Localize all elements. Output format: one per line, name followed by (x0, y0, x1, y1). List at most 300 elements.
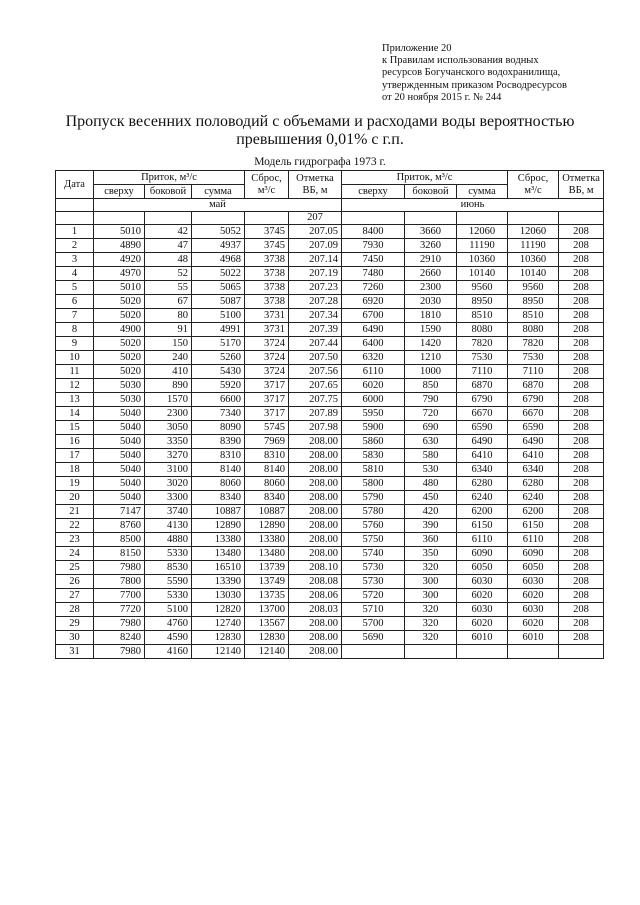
cell-sum-may: 8310 (192, 449, 245, 463)
cell-discharge-june: 6280 (508, 477, 559, 491)
table-row (56, 631, 604, 645)
cell-top-june: 5800 (342, 477, 405, 491)
cell-discharge-june: 6200 (508, 505, 559, 519)
cell-level-may: 207.39 (289, 323, 342, 337)
cell-discharge-may: 12140 (245, 645, 289, 659)
cell-side-may: 52 (145, 267, 192, 281)
cell-sum-may: 7340 (192, 407, 245, 421)
cell-sum-may: 13030 (192, 589, 245, 603)
cell-side-june: 420 (405, 505, 457, 519)
cell-top-june: 7260 (342, 281, 405, 295)
cell-day: 29 (56, 617, 94, 631)
cell-side-may: 80 (145, 309, 192, 323)
header-inflow-june: Приток, м³/с (342, 171, 508, 185)
cell-sum-may: 5430 (192, 365, 245, 379)
cell-top-june: 7480 (342, 267, 405, 281)
cell-level-may: 207.56 (289, 365, 342, 379)
cell-side-may: 3740 (145, 505, 192, 519)
cell-level-june: 208 (559, 603, 604, 617)
cell-side-june: 3660 (405, 225, 457, 239)
header-discharge-may: Сброс, м³/с (245, 171, 289, 199)
cell-top-june: 5760 (342, 519, 405, 533)
table-row (56, 253, 604, 267)
cell-top-june: 8400 (342, 225, 405, 239)
cell-sum-june: 6020 (457, 617, 508, 631)
cell-side-may: 890 (145, 379, 192, 393)
cell-sum-june: 8080 (457, 323, 508, 337)
cell-discharge-may: 3724 (245, 337, 289, 351)
table-row (56, 491, 604, 505)
cell-top-may: 4920 (94, 253, 145, 267)
cell-level-may: 208.00 (289, 533, 342, 547)
header-sum-june: сумма (457, 185, 508, 199)
cell-sum-may: 8090 (192, 421, 245, 435)
table-row (56, 281, 604, 295)
table-row (56, 505, 604, 519)
cell-discharge-june: 7820 (508, 337, 559, 351)
cell-top-june: 6700 (342, 309, 405, 323)
cell-top-june: 6320 (342, 351, 405, 365)
cell-top-may: 5020 (94, 309, 145, 323)
cell-sum-may: 12820 (192, 603, 245, 617)
cell-side-may: 48 (145, 253, 192, 267)
cell-level-june: 208 (559, 477, 604, 491)
cell-sum-may: 5170 (192, 337, 245, 351)
cell-side-june: 450 (405, 491, 457, 505)
cell-top-may: 5040 (94, 435, 145, 449)
cell-day: 31 (56, 645, 94, 659)
cell-top-june: 6400 (342, 337, 405, 351)
cell-top-june: 5950 (342, 407, 405, 421)
table-row (56, 547, 604, 561)
cell-level-may: 207.65 (289, 379, 342, 393)
cell-sum-may: 13390 (192, 575, 245, 589)
cell-discharge-may: 8340 (245, 491, 289, 505)
cell-level-may: 207.75 (289, 393, 342, 407)
cell-day: 16 (56, 435, 94, 449)
cell-sum-june: 10360 (457, 253, 508, 267)
cell-sum-may: 5920 (192, 379, 245, 393)
cell-top-june: 5700 (342, 617, 405, 631)
table-row (56, 575, 604, 589)
cell-discharge-june: 10360 (508, 253, 559, 267)
cell-side-june: 360 (405, 533, 457, 547)
cell-level-may: 208.00 (289, 505, 342, 519)
table-row (56, 561, 604, 575)
cell-sum-june: 6010 (457, 631, 508, 645)
cell-side-june: 320 (405, 561, 457, 575)
cell-level-may: 208.00 (289, 435, 342, 449)
cell-sum-june: 7530 (457, 351, 508, 365)
cell-sum-may: 13380 (192, 533, 245, 547)
cell-discharge-may: 13749 (245, 575, 289, 589)
cell-side-june: 2660 (405, 267, 457, 281)
cell-top-june: 5730 (342, 561, 405, 575)
cell-level-june: 208 (559, 379, 604, 393)
header-sum-may: сумма (192, 185, 245, 199)
cell-discharge-may: 3724 (245, 351, 289, 365)
cell-level-june: 208 (559, 519, 604, 533)
cell-discharge-may: 3731 (245, 323, 289, 337)
cell-level-june: 208 (559, 253, 604, 267)
cell-sum-may: 5087 (192, 295, 245, 309)
cell-discharge-may: 13739 (245, 561, 289, 575)
table-row (56, 603, 604, 617)
cell-level-may: 208.00 (289, 463, 342, 477)
appendix-line: от 20 ноября 2015 г. № 244 (382, 91, 502, 103)
cell-top-june: 5900 (342, 421, 405, 435)
cell-sum-may: 8140 (192, 463, 245, 477)
cell-day: 1 (56, 225, 94, 239)
cell-side-may: 4130 (145, 519, 192, 533)
cell-level-may: 208.06 (289, 589, 342, 603)
cell-day: 27 (56, 589, 94, 603)
cell-side-june: 1420 (405, 337, 457, 351)
header-side-may: боковой (145, 185, 192, 199)
cell-side-may: 3350 (145, 435, 192, 449)
cell-top-may: 5010 (94, 225, 145, 239)
cell-discharge-june: 6670 (508, 407, 559, 421)
cell-sum-may: 12890 (192, 519, 245, 533)
cell-discharge-june: 6030 (508, 603, 559, 617)
cell-level-june: 208 (559, 491, 604, 505)
cell-discharge-june: 6010 (508, 631, 559, 645)
cell-top-may: 8500 (94, 533, 145, 547)
cell-side-may: 5330 (145, 589, 192, 603)
table-row (56, 379, 604, 393)
cell-side-june: 850 (405, 379, 457, 393)
cell-discharge-june: 6110 (508, 533, 559, 547)
cell-top-may: 5020 (94, 295, 145, 309)
cell-side-june: 350 (405, 547, 457, 561)
cell-top-may: 8150 (94, 547, 145, 561)
cell-side-may: 2300 (145, 407, 192, 421)
cell-top-june: 6920 (342, 295, 405, 309)
cell-level-june: 208 (559, 365, 604, 379)
cell-discharge-june: 6150 (508, 519, 559, 533)
cell-discharge-june: 9560 (508, 281, 559, 295)
cell-side-june: 2910 (405, 253, 457, 267)
title-line-1: Пропуск весенних половодий с объемами и расходами воды вероятностью (65, 113, 575, 130)
cell-side-may: 42 (145, 225, 192, 239)
cell-sum-june: 6090 (457, 547, 508, 561)
cell-discharge-may: 13735 (245, 589, 289, 603)
cell-sum-may: 5260 (192, 351, 245, 365)
cell-day: 26 (56, 575, 94, 589)
cell-sum-june: 7110 (457, 365, 508, 379)
cell-level-june: 208 (559, 533, 604, 547)
cell-level-may: 208.00 (289, 645, 342, 659)
cell-top-june: 5750 (342, 533, 405, 547)
cell-sum-may: 4991 (192, 323, 245, 337)
cell-level-may: 207.28 (289, 295, 342, 309)
cell-top-may: 7980 (94, 561, 145, 575)
cell-level-may: 208.00 (289, 547, 342, 561)
cell-level-may: 208.08 (289, 575, 342, 589)
cell-sum-june: 6200 (457, 505, 508, 519)
cell-side-may: 3300 (145, 491, 192, 505)
header-side-june: боковой (405, 185, 457, 199)
cell-level-may: 207.44 (289, 337, 342, 351)
cell-discharge-may: 10887 (245, 505, 289, 519)
cell-sum-june: 6870 (457, 379, 508, 393)
cell-sum-june: 6280 (457, 477, 508, 491)
cell-side-june: 3260 (405, 239, 457, 253)
cell-sum-may: 13480 (192, 547, 245, 561)
cell-day: 12 (56, 379, 94, 393)
cell-top-june: 5720 (342, 589, 405, 603)
cell-day: 11 (56, 365, 94, 379)
cell-level-may: 208.00 (289, 491, 342, 505)
header-level-may: Отметка ВБ, м (289, 171, 342, 199)
cell-level-may: 207.34 (289, 309, 342, 323)
cell-side-may: 410 (145, 365, 192, 379)
cell-side-june: 320 (405, 631, 457, 645)
table-row (56, 477, 604, 491)
cell-day: 3 (56, 253, 94, 267)
cell-top-june: 6000 (342, 393, 405, 407)
cell-top-may: 5020 (94, 351, 145, 365)
cell-day: 15 (56, 421, 94, 435)
model-caption: Модель гидрографа 1973 г. (254, 156, 386, 168)
cell-side-june: 720 (405, 407, 457, 421)
cell-discharge-june: 6490 (508, 435, 559, 449)
cell-side-may: 3050 (145, 421, 192, 435)
cell-discharge-june: 6340 (508, 463, 559, 477)
cell-day: 21 (56, 505, 94, 519)
cell-level-june: 208 (559, 309, 604, 323)
cell-level-may: 207.19 (289, 267, 342, 281)
cell-side-june: 2030 (405, 295, 457, 309)
cell-side-june: 630 (405, 435, 457, 449)
cell-top-june: 5740 (342, 547, 405, 561)
cell-side-june: 690 (405, 421, 457, 435)
table-row (56, 435, 604, 449)
cell-discharge-may: 3738 (245, 281, 289, 295)
cell-day: 19 (56, 477, 94, 491)
cell-top-may: 5010 (94, 281, 145, 295)
table-row (56, 295, 604, 309)
cell-level-june: 208 (559, 407, 604, 421)
cell-sum-june: 6050 (457, 561, 508, 575)
cell-top-may: 5040 (94, 407, 145, 421)
cell-level-june: 208 (559, 295, 604, 309)
cell-side-may: 3270 (145, 449, 192, 463)
cell-sum-june: 6020 (457, 589, 508, 603)
cell-sum-june: 6790 (457, 393, 508, 407)
cell-discharge-may: 5745 (245, 421, 289, 435)
cell-discharge-june: 6590 (508, 421, 559, 435)
table-row (56, 267, 604, 281)
cell-sum-june: 6670 (457, 407, 508, 421)
cell-discharge-may: 3738 (245, 253, 289, 267)
table-row (56, 309, 604, 323)
cell-top-may: 5030 (94, 393, 145, 407)
cell-sum-june (457, 645, 508, 659)
cell-level-june: 208 (559, 351, 604, 365)
cell-level-june: 208 (559, 323, 604, 337)
cell-side-june: 580 (405, 449, 457, 463)
cell-level-may: 208.00 (289, 617, 342, 631)
cell-top-june: 7930 (342, 239, 405, 253)
cell-level-june: 208 (559, 267, 604, 281)
cell-top-may: 7147 (94, 505, 145, 519)
cell-sum-may: 4968 (192, 253, 245, 267)
cell-day: 9 (56, 337, 94, 351)
cell-level-may: 207.14 (289, 253, 342, 267)
cell-day: 2 (56, 239, 94, 253)
cell-level-june: 208 (559, 281, 604, 295)
cell-top-may: 4900 (94, 323, 145, 337)
cell-level-june: 208 (559, 575, 604, 589)
cell-day: 13 (56, 393, 94, 407)
cell-side-june (405, 645, 457, 659)
cell-side-may: 4590 (145, 631, 192, 645)
table-row (56, 323, 604, 337)
cell-top-may: 8240 (94, 631, 145, 645)
month-june: июнь (342, 199, 604, 212)
cell-sum-june: 12060 (457, 225, 508, 239)
table-row (56, 407, 604, 421)
cell-sum-june: 6340 (457, 463, 508, 477)
cell-top-may: 5040 (94, 421, 145, 435)
cell-level-may: 207.23 (289, 281, 342, 295)
cell-top-may: 7980 (94, 645, 145, 659)
cell-sum-june: 6110 (457, 533, 508, 547)
cell-top-may: 5040 (94, 463, 145, 477)
cell-discharge-may: 13700 (245, 603, 289, 617)
cell-sum-may: 4937 (192, 239, 245, 253)
cell-side-may: 4760 (145, 617, 192, 631)
cell-discharge-june: 12060 (508, 225, 559, 239)
cell-discharge-june: 8510 (508, 309, 559, 323)
cell-top-may: 8760 (94, 519, 145, 533)
cell-top-may: 7720 (94, 603, 145, 617)
cell-discharge-june: 6240 (508, 491, 559, 505)
cell-level-june: 208 (559, 337, 604, 351)
cell-side-may: 5330 (145, 547, 192, 561)
cell-top-may: 5040 (94, 477, 145, 491)
cell-sum-june: 7820 (457, 337, 508, 351)
cell-sum-june: 6240 (457, 491, 508, 505)
cell-level-may: 207.09 (289, 239, 342, 253)
appendix-block (382, 43, 567, 104)
cell-top-may: 5020 (94, 337, 145, 351)
cell-discharge-june: 6090 (508, 547, 559, 561)
appendix-line: утвержденным приказом Росводресурсов (382, 79, 567, 91)
cell-side-june: 300 (405, 589, 457, 603)
cell-day: 6 (56, 295, 94, 309)
cell-discharge-may: 3738 (245, 267, 289, 281)
cell-side-june: 320 (405, 603, 457, 617)
cell-level-may: 208.00 (289, 477, 342, 491)
cell-side-may: 4160 (145, 645, 192, 659)
cell-side-june: 300 (405, 575, 457, 589)
cell-discharge-june (508, 645, 559, 659)
table-row (56, 463, 604, 477)
cell-discharge-june: 6870 (508, 379, 559, 393)
cell-top-june: 6110 (342, 365, 405, 379)
cell-side-june: 2300 (405, 281, 457, 295)
header-inflow-may: Приток, м³/с (94, 171, 245, 185)
cell-sum-may: 12830 (192, 631, 245, 645)
cell-discharge-june: 6410 (508, 449, 559, 463)
cell-side-june: 790 (405, 393, 457, 407)
cell-top-may: 5020 (94, 365, 145, 379)
cell-level-june: 208 (559, 449, 604, 463)
cell-sum-june: 8950 (457, 295, 508, 309)
table-row (56, 421, 604, 435)
cell-top-june: 5860 (342, 435, 405, 449)
cell-top-may: 4890 (94, 239, 145, 253)
cell-level-may: 207.50 (289, 351, 342, 365)
cell-top-june: 5780 (342, 505, 405, 519)
cell-discharge-may: 3717 (245, 407, 289, 421)
month-may: май (94, 199, 342, 212)
cell-side-june: 530 (405, 463, 457, 477)
cell-level-june: 208 (559, 505, 604, 519)
cell-top-may: 7700 (94, 589, 145, 603)
document-title (60, 113, 580, 149)
table-row (56, 393, 604, 407)
cell-level-may: 207.89 (289, 407, 342, 421)
header-top-june: сверху (342, 185, 405, 199)
table-row (56, 239, 604, 253)
cell-level-june: 208 (559, 631, 604, 645)
cell-side-may: 5100 (145, 603, 192, 617)
cell-top-may: 7800 (94, 575, 145, 589)
cell-level-june (559, 645, 604, 659)
cell-side-may: 55 (145, 281, 192, 295)
table-row (56, 449, 604, 463)
cell-day: 25 (56, 561, 94, 575)
cell-side-june: 1810 (405, 309, 457, 323)
start-level: 207 (289, 212, 342, 225)
cell-sum-june: 6410 (457, 449, 508, 463)
cell-top-june: 5830 (342, 449, 405, 463)
cell-day: 10 (56, 351, 94, 365)
cell-top-june: 5690 (342, 631, 405, 645)
cell-day: 17 (56, 449, 94, 463)
cell-top-june: 5730 (342, 575, 405, 589)
cell-day: 28 (56, 603, 94, 617)
cell-side-may: 240 (145, 351, 192, 365)
cell-sum-june: 10140 (457, 267, 508, 281)
cell-day: 23 (56, 533, 94, 547)
cell-discharge-june: 6030 (508, 575, 559, 589)
cell-day: 5 (56, 281, 94, 295)
cell-sum-may: 8340 (192, 491, 245, 505)
cell-side-may: 5590 (145, 575, 192, 589)
cell-level-may: 207.98 (289, 421, 342, 435)
cell-sum-may: 10887 (192, 505, 245, 519)
cell-discharge-june: 10140 (508, 267, 559, 281)
cell-discharge-may: 3717 (245, 379, 289, 393)
table-row (56, 337, 604, 351)
cell-top-may: 5040 (94, 449, 145, 463)
table-row (56, 365, 604, 379)
flood-table (55, 170, 604, 659)
cell-top-may: 5040 (94, 491, 145, 505)
cell-sum-may: 8060 (192, 477, 245, 491)
cell-discharge-may: 7969 (245, 435, 289, 449)
cell-side-may: 150 (145, 337, 192, 351)
cell-level-june: 208 (559, 239, 604, 253)
cell-level-june: 208 (559, 225, 604, 239)
cell-level-may: 208.00 (289, 519, 342, 533)
cell-sum-may: 5100 (192, 309, 245, 323)
header-discharge-june: Сброс, м³/с (508, 171, 559, 199)
